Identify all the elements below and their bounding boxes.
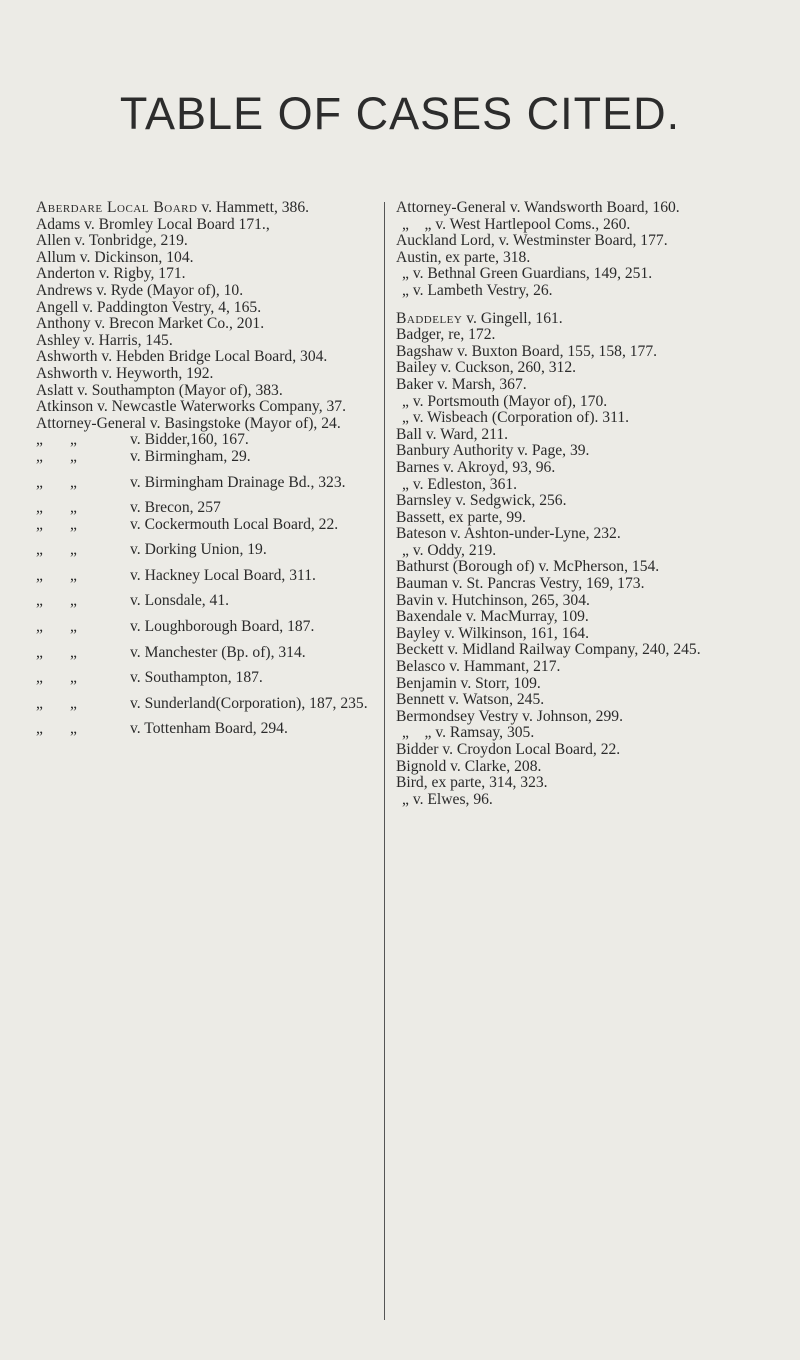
ditto-mark: „ — [70, 694, 77, 712]
ditto-mark: „ — [36, 541, 43, 559]
ditto-mark: „ — [36, 669, 43, 687]
case-entry: Ashley v. Harris, 145. — [36, 331, 173, 349]
sub-entry-text: v. Loughborough Board, 187. — [130, 618, 315, 636]
ditto-mark: „ — [70, 499, 77, 517]
case-entry: Allum v. Dickinson, 104. — [36, 248, 194, 266]
case-entry: Attorney-General v. Wandsworth Board, 160. — [396, 199, 680, 216]
sub-entry — [36, 593, 374, 610]
ditto-mark: „ — [70, 669, 77, 687]
ditto-mark: „ — [36, 720, 43, 738]
ditto-mark: „ — [402, 409, 409, 427]
sub-entry-text: v. Hackney Local Board, 311. — [130, 566, 316, 584]
ditto-mark: „ — [70, 515, 77, 533]
ditto-mark: „ — [70, 566, 77, 584]
case-entry: Bennett v. Watson, 245. — [396, 691, 545, 709]
case-entry: Austin, ex parte, 318. — [396, 248, 531, 266]
case-name-smallcaps: Baddeley — [396, 309, 463, 327]
case-rest: v. Gingell, 161. — [462, 309, 563, 327]
sub-entry-text: v. Oddy, 219. — [412, 541, 497, 559]
ditto-mark: „ — [36, 473, 43, 491]
sub-entry — [36, 475, 374, 492]
case-entry: Attorney-General v. Basingstoke (Mayor of), 24. — [36, 414, 341, 432]
ditto-mark: „ — [402, 392, 409, 410]
case-entry: Belasco v. Hammant, 217. — [396, 658, 561, 676]
ditto-mark: „ — [402, 281, 409, 299]
ditto-mark: „ — [70, 643, 77, 661]
case-entry: Atkinson v. Newcastle Waterworks Company, 37. — [36, 398, 346, 416]
sub-entry-text: v. Sunderland(Corporation), 187, 235. — [130, 694, 368, 712]
sub-entry — [36, 568, 374, 585]
sub-entry — [396, 725, 776, 742]
case-entry: Baker v. Marsh, 367. — [396, 375, 527, 393]
sub-entry — [396, 217, 776, 234]
sub-entry-text: v. Brecon, 257 — [130, 499, 221, 517]
case-entry: Ashworth v. Heyworth, 192. — [36, 364, 214, 382]
sub-entry-text: v. Lambeth Vestry, 26. — [412, 281, 553, 299]
sub-entry-text: v. West Hartlepool Coms., 260. — [435, 215, 631, 233]
case-entry: Badger, re, 172. — [396, 326, 496, 344]
case-entry: Beckett v. Midland Railway Company, 240, 245. — [396, 641, 701, 659]
ditto-mark: „ — [402, 265, 409, 283]
sub-entry — [36, 645, 374, 662]
sub-entry-text: v. Cockermouth Local Board, 22. — [130, 515, 339, 533]
case-name-smallcaps: Aberdare Local Board — [36, 199, 198, 216]
case-entry: Banbury Authority v. Page, 39. — [396, 442, 590, 460]
case-entry: Bermondsey Vestry v. Johnson, 299. — [396, 707, 623, 725]
ditto-mark: „ — [402, 215, 409, 233]
sub-entry — [36, 500, 374, 517]
case-entry: Aslatt v. Southampton (Mayor of), 383. — [36, 381, 283, 399]
case-entry: Bauman v. St. Pancras Vestry, 169, 173. — [396, 575, 645, 593]
sub-entry-text: v. Birmingham Drainage Bd., 323. — [130, 473, 346, 491]
ditto-mark: „ — [402, 724, 409, 742]
ditto-mark: „ — [402, 475, 409, 493]
case-entry: Ashworth v. Hebden Bridge Local Board, 304. — [36, 348, 328, 366]
ditto-mark: „ — [402, 790, 409, 808]
case-entry: Bignold v. Clarke, 208. — [396, 757, 542, 775]
ditto-mark: „ — [70, 431, 77, 449]
ditto-mark: „ — [36, 447, 43, 465]
case-entry: Bayley v. Wilkinson, 161, 164. — [396, 624, 589, 642]
sub-entry-text: v. Bethnal Green Guardians, 149, 251. — [412, 265, 653, 283]
case-entry: Barnsley v. Sedgwick, 256. — [396, 492, 567, 510]
case-entry: Bateson v. Ashton-under-Lyne, 232. — [396, 525, 621, 543]
case-entry: Ball v. Ward, 211. — [396, 425, 509, 443]
case-entry: Bagshaw v. Buxton Board, 155, 158, 177. — [396, 342, 658, 360]
ditto-mark: „ — [70, 592, 77, 610]
sub-entry-text: v. Edleston, 361. — [412, 475, 518, 493]
ditto-mark: „ — [36, 592, 43, 610]
sub-entry — [36, 619, 374, 636]
sub-entry-text: v. Bidder,160, 167. — [130, 431, 249, 449]
case-entry: Bird, ex parte, 314, 323. — [396, 774, 548, 792]
sub-entry — [36, 670, 374, 687]
case-entry: Bassett, ex parte, 99. — [396, 508, 526, 526]
column-divider — [384, 202, 385, 1320]
case-entry: Bidder v. Croydon Local Board, 22. — [396, 741, 621, 758]
case-rest: v. Hammett, 386. — [197, 199, 310, 216]
ditto-mark: „ — [70, 618, 77, 636]
ditto-mark: „ — [424, 724, 432, 742]
page-title: TABLE OF CASES CITED. — [119, 88, 681, 139]
sub-entry — [396, 394, 776, 411]
ditto-mark: „ — [36, 431, 43, 449]
ditto-mark: „ — [36, 566, 43, 584]
sub-entry-text: v. Manchester (Bp. of), 314. — [130, 643, 306, 661]
sub-entry-text: v. Birmingham, 29. — [130, 447, 251, 465]
sub-entry — [396, 543, 776, 560]
sub-entry — [396, 283, 776, 300]
sub-entry — [36, 696, 374, 713]
sub-entry-text: v. Elwes, 96. — [412, 790, 493, 808]
ditto-mark: „ — [402, 541, 409, 559]
sub-entry-text: v. Tottenham Board, 294. — [130, 720, 288, 738]
ditto-mark: „ — [70, 473, 77, 491]
case-entry: Andrews v. Ryde (Mayor of), 10. — [36, 281, 244, 299]
case-entry: Barnes v. Akroyd, 93, 96. — [396, 458, 556, 476]
right-column — [396, 200, 776, 808]
ditto-mark: „ — [70, 447, 77, 465]
sub-entry — [36, 449, 374, 466]
sub-entry — [36, 721, 374, 738]
case-entry: Bailey v. Cuckson, 260, 312. — [396, 359, 577, 377]
ditto-mark: „ — [36, 515, 43, 533]
ditto-mark: „ — [36, 643, 43, 661]
sub-entry-text: v. Lonsdale, 41. — [130, 592, 230, 610]
case-entry: Adams v. Bromley Local Board 171., — [36, 215, 270, 233]
case-entry: Anthony v. Brecon Market Co., 201. — [36, 315, 265, 333]
case-entry: Baxendale v. MacMurray, 109. — [396, 608, 589, 626]
sub-entry — [396, 266, 776, 283]
ditto-mark: „ — [36, 499, 43, 517]
case-entry: Angell v. Paddington Vestry, 4, 165. — [36, 298, 262, 316]
ditto-mark: „ — [36, 694, 43, 712]
left-column — [36, 200, 374, 738]
ditto-mark: „ — [36, 618, 43, 636]
ditto-mark: „ — [70, 541, 77, 559]
sub-entry-text: v. Southampton, 187. — [130, 669, 263, 687]
ditto-mark: „ — [70, 720, 77, 738]
sub-entry — [396, 477, 776, 494]
case-entry: Bathurst (Borough of) v. McPherson, 154. — [396, 558, 660, 576]
sub-entry-text: v. Wisbeach (Corporation of). 311. — [412, 409, 630, 427]
sub-entry — [396, 410, 776, 427]
case-entry: Auckland Lord, v. Westminster Board, 177. — [396, 232, 668, 250]
sub-entry — [36, 517, 374, 534]
sub-entry — [36, 432, 374, 449]
sub-entry — [36, 542, 374, 559]
case-entry: Allen v. Tonbridge, 219. — [36, 232, 188, 250]
case-entry — [36, 200, 374, 217]
case-entry: Bavin v. Hutchinson, 265, 304. — [396, 591, 590, 609]
case-entry — [396, 311, 776, 328]
case-entry: Benjamin v. Storr, 109. — [396, 674, 541, 692]
sub-entry — [396, 792, 776, 809]
sub-entry-text: v. Ramsay, 305. — [435, 724, 535, 742]
case-entry: Anderton v. Rigby, 171. — [36, 265, 186, 283]
sub-entry-text: v. Portsmouth (Mayor of), 170. — [412, 392, 608, 410]
ditto-mark: „ — [424, 215, 432, 233]
sub-entry-text: v. Dorking Union, 19. — [130, 541, 267, 559]
